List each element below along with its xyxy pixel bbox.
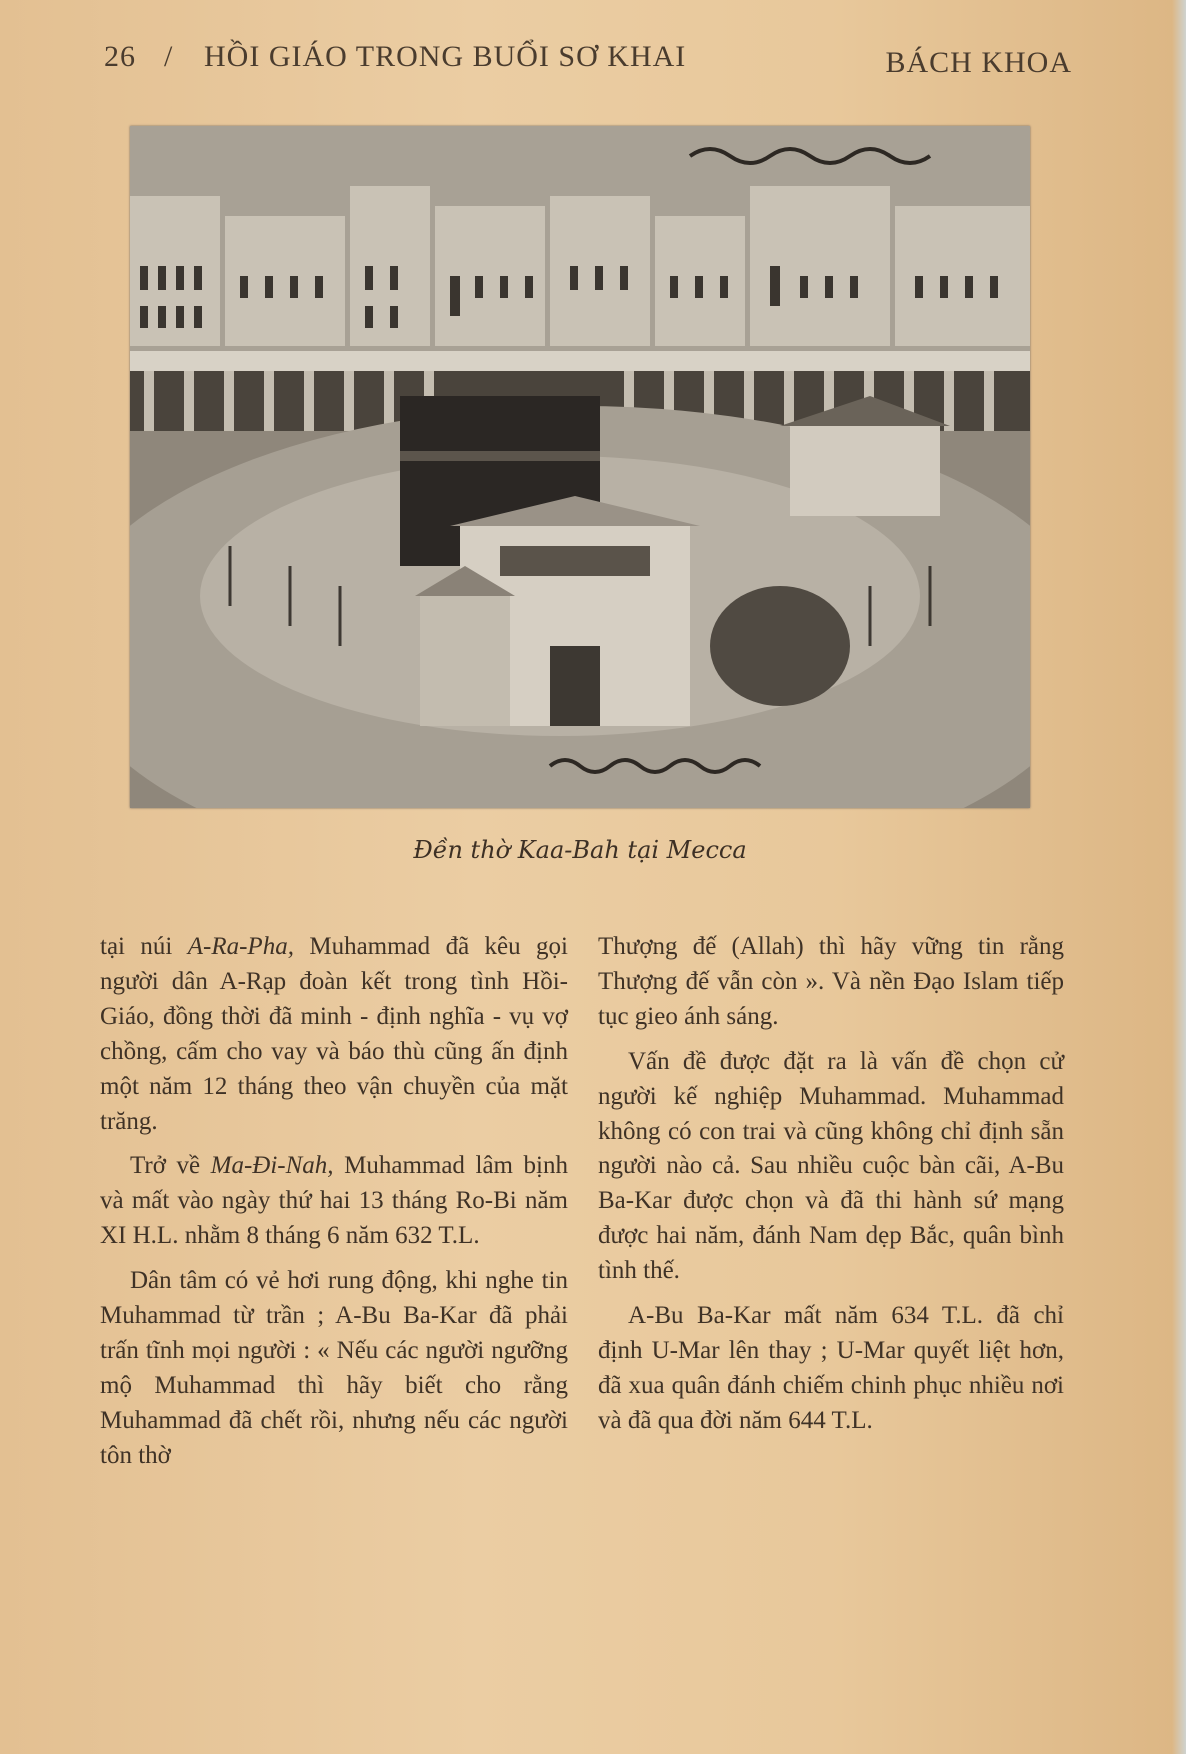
- kaaba-photo: [130, 126, 1030, 808]
- text-span: Trở về: [130, 1152, 211, 1180]
- paragraph: Thượng đế (Allah) thì hãy vững tin rằng Thượng đế vẫn còn ». Và nền Đạo Islam tiếp tục gieo ánh sáng.: [598, 933, 1064, 1030]
- paragraph: [100, 930, 568, 1139]
- header-separator: /: [164, 40, 174, 73]
- photo-caption: Đền thờ Kaa-Bah tại Mecca: [413, 836, 747, 864]
- paragraph: Dân tâm có vẻ hơi rung động, khi nghe tin Muhammad từ trần ; A-Bu Ba-Kar đã phải trấn tĩnh mọi người : « Nếu các người ngưỡng mộ Muhammad thì hãy biết cho rằng Muhammad đã chết rồi, nhưng nếu các người tôn thờ: [100, 1267, 568, 1469]
- page-header: [104, 38, 1072, 82]
- right-column: [598, 930, 1064, 1449]
- text-span: tại núi: [100, 933, 188, 960]
- place-name: A-Ra-Pha,: [187, 933, 294, 960]
- journal-name: BÁCH KHOA: [885, 46, 1072, 79]
- paragraph: Vấn đề được đặt ra là vấn đề chọn cử người kế nghiệp Muhammad. Muhammad không có con trai và cũng không chỉ định sẵn người nào cả. Sau nhiều cuộc bàn cãi, A-Bu Ba-Kar được chọn và đã thi hành sứ mạng được hai năm, đánh Nam dẹp Bắc, quân bình tình thế.: [598, 1047, 1064, 1285]
- text-span: Muhammad đã kêu gọi người dân A-Rạp đoàn kết trong tình Hồi-Giáo, đồng thời đã minh - định nghĩa - vụ vợ chồng, cấm cho vay và báo thù cũng ấn định một năm 12 tháng theo vận chuyền của mặt trăng.: [100, 933, 568, 1135]
- left-column: [100, 930, 568, 1484]
- page-number: 26: [104, 40, 136, 73]
- paragraph: A-Bu Ba-Kar mất năm 634 T.L. đã chỉ định U-Mar lên thay ; U-Mar quyết liệt hơn, đã xua quân đánh chiếm chinh phục nhiều nơi và đã qua đời năm 644 T.L.: [598, 1302, 1064, 1434]
- place-name: Ma-Đi-Nah,: [210, 1152, 334, 1180]
- paragraph: [100, 1149, 568, 1254]
- running-title: HỒI GIÁO TRONG BUỔI SƠ KHAI: [204, 40, 687, 73]
- text-span: Muhammad lâm bịnh và mất vào ngày thứ hai 13 tháng Ro-Bi năm XI H.L. nhằm 8 tháng 6 năm 632 T.L.: [100, 1152, 568, 1250]
